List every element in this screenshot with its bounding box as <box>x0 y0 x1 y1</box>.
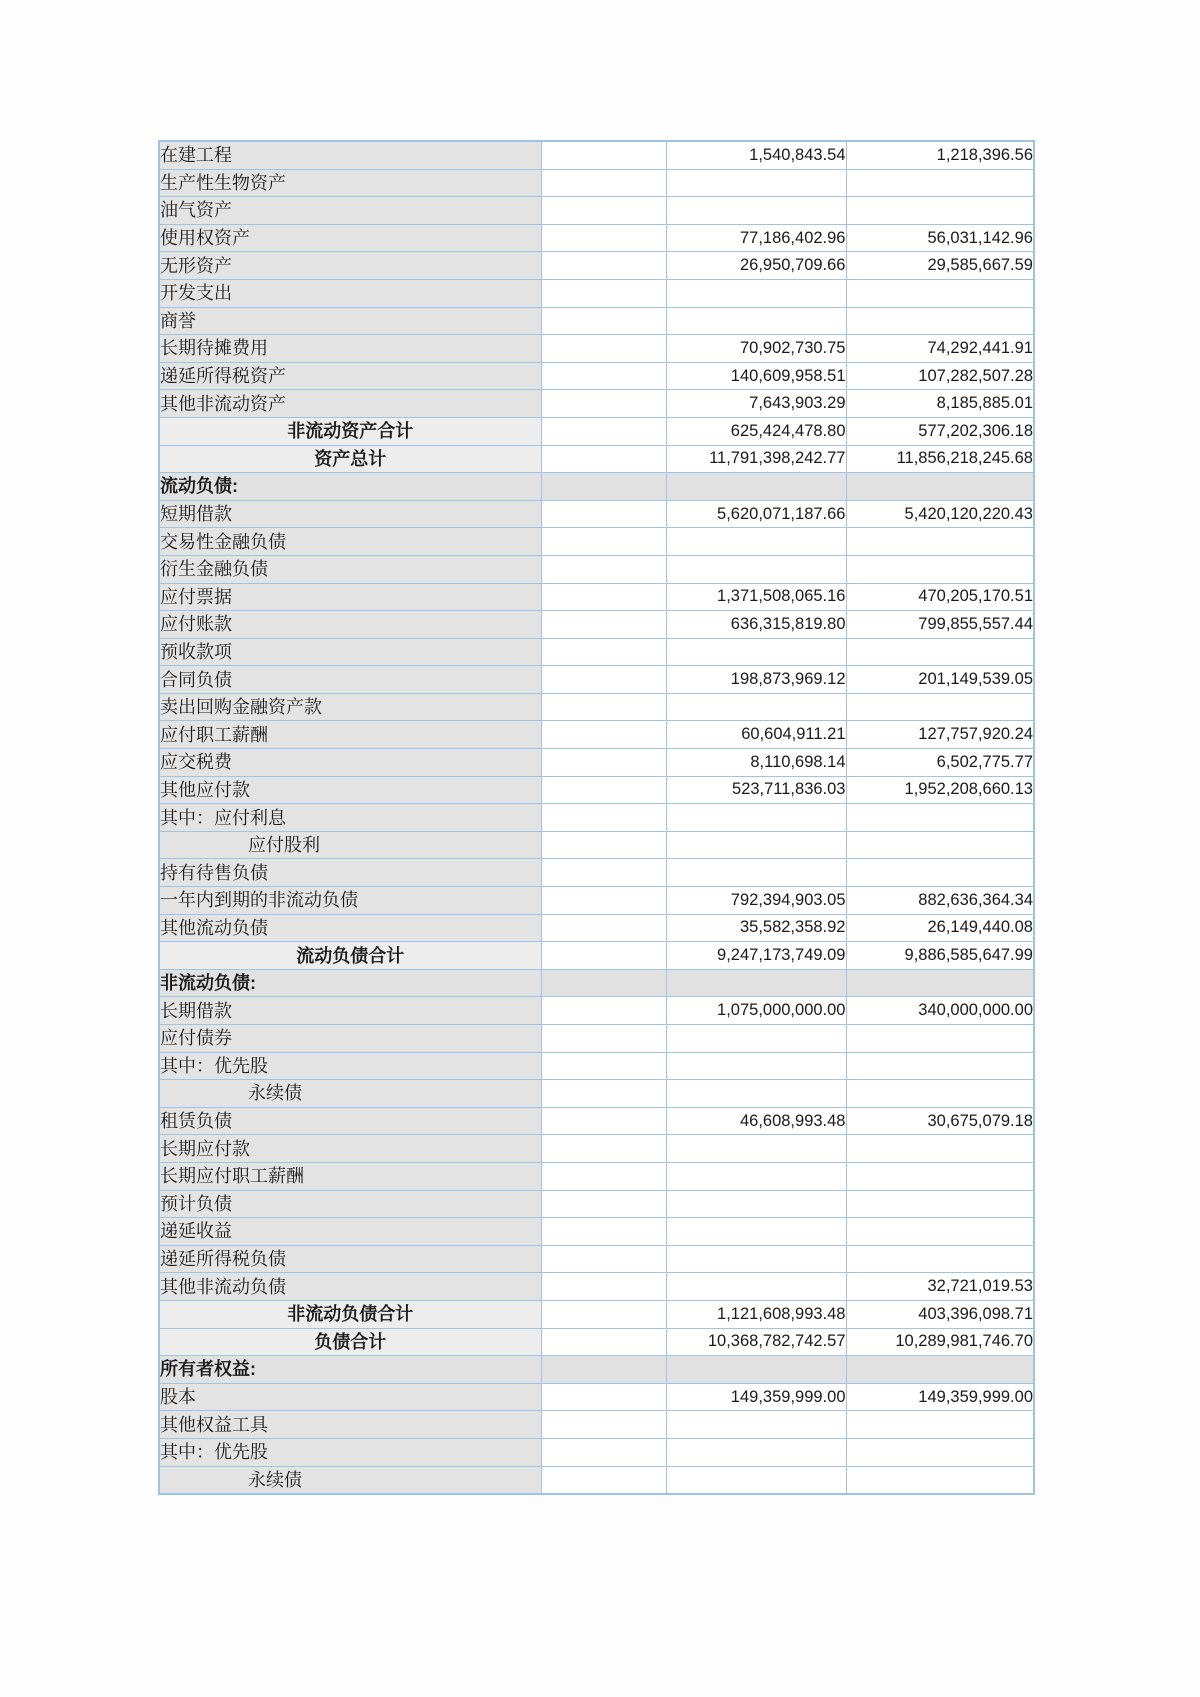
table-row <box>159 942 1034 970</box>
prior-amount-cell: 5,420,120,220.43 <box>846 500 1034 528</box>
current-amount-cell: 5,620,071,187.66 <box>666 500 846 528</box>
current-amount-cell: 1,121,608,993.48 <box>666 1300 846 1328</box>
prior-amount-cell: 9,886,585,647.99 <box>846 942 1034 970</box>
row-label: 应交税费 <box>159 749 541 777</box>
current-amount-cell: 1,540,843.54 <box>666 141 846 169</box>
blank-cell <box>541 1438 666 1466</box>
blank-cell <box>541 445 666 473</box>
current-amount-cell <box>666 1162 846 1190</box>
prior-amount-cell <box>846 307 1034 335</box>
current-amount-cell <box>666 1080 846 1108</box>
blank-cell <box>541 749 666 777</box>
prior-amount-cell: 577,202,306.18 <box>846 417 1034 445</box>
blank-cell <box>541 1218 666 1246</box>
current-amount-cell <box>666 638 846 666</box>
current-amount-cell <box>666 1356 846 1384</box>
current-amount-cell: 10,368,782,742.57 <box>666 1328 846 1356</box>
blank-cell <box>541 1107 666 1135</box>
current-amount-cell <box>666 1466 846 1494</box>
row-label: 交易性金融负债 <box>159 528 541 556</box>
prior-amount-cell: 6,502,775.77 <box>846 749 1034 777</box>
table-row <box>159 776 1034 804</box>
prior-amount-cell <box>846 473 1034 501</box>
table-row <box>159 969 1034 997</box>
blank-cell <box>541 1052 666 1080</box>
row-label: 股本 <box>159 1383 541 1411</box>
row-label: 永续债 <box>159 1466 541 1494</box>
blank-cell <box>541 279 666 307</box>
blank-cell <box>541 942 666 970</box>
current-amount-cell <box>666 473 846 501</box>
row-label: 其他非流动负债 <box>159 1273 541 1301</box>
prior-amount-cell: 149,359,999.00 <box>846 1383 1034 1411</box>
table-row <box>159 224 1034 252</box>
prior-amount-cell <box>846 859 1034 887</box>
table-row <box>159 390 1034 418</box>
row-label: 流动负债合计 <box>159 942 541 970</box>
row-label: 递延收益 <box>159 1218 541 1246</box>
row-label: 递延所得税资产 <box>159 362 541 390</box>
current-amount-cell: 140,609,958.51 <box>666 362 846 390</box>
row-label: 在建工程 <box>159 141 541 169</box>
prior-amount-cell <box>846 1162 1034 1190</box>
table-row <box>159 1162 1034 1190</box>
table-row <box>159 1107 1034 1135</box>
row-label: 所有者权益: <box>159 1356 541 1384</box>
table-row <box>159 887 1034 915</box>
prior-amount-cell <box>846 1190 1034 1218</box>
row-label: 非流动负债合计 <box>159 1300 541 1328</box>
table-row <box>159 1273 1034 1301</box>
prior-amount-cell: 340,000,000.00 <box>846 997 1034 1025</box>
prior-amount-cell: 799,855,557.44 <box>846 611 1034 639</box>
prior-amount-cell: 107,282,507.28 <box>846 362 1034 390</box>
current-amount-cell: 11,791,398,242.77 <box>666 445 846 473</box>
balance-sheet-rows <box>159 141 1034 1494</box>
row-label: 其他权益工具 <box>159 1411 541 1439</box>
current-amount-cell <box>666 1052 846 1080</box>
current-amount-cell <box>666 279 846 307</box>
current-amount-cell <box>666 555 846 583</box>
prior-amount-cell <box>846 1411 1034 1439</box>
row-label: 递延所得税负债 <box>159 1245 541 1273</box>
row-label: 负债合计 <box>159 1328 541 1356</box>
current-amount-cell <box>666 1411 846 1439</box>
blank-cell <box>541 1328 666 1356</box>
current-amount-cell <box>666 307 846 335</box>
blank-cell <box>541 859 666 887</box>
prior-amount-cell: 1,952,208,660.13 <box>846 776 1034 804</box>
blank-cell <box>541 390 666 418</box>
current-amount-cell: 7,643,903.29 <box>666 390 846 418</box>
table-row <box>159 583 1034 611</box>
prior-amount-cell: 1,218,396.56 <box>846 141 1034 169</box>
current-amount-cell: 26,950,709.66 <box>666 252 846 280</box>
prior-amount-cell <box>846 197 1034 225</box>
prior-amount-cell: 30,675,079.18 <box>846 1107 1034 1135</box>
blank-cell <box>541 611 666 639</box>
prior-amount-cell: 10,289,981,746.70 <box>846 1328 1034 1356</box>
row-label: 使用权资产 <box>159 224 541 252</box>
table-row <box>159 1135 1034 1163</box>
blank-cell <box>541 693 666 721</box>
blank-cell <box>541 141 666 169</box>
current-amount-cell: 77,186,402.96 <box>666 224 846 252</box>
table-row <box>159 169 1034 197</box>
row-label: 短期借款 <box>159 500 541 528</box>
table-row <box>159 693 1034 721</box>
current-amount-cell <box>666 804 846 832</box>
prior-amount-cell: 32,721,019.53 <box>846 1273 1034 1301</box>
blank-cell <box>541 252 666 280</box>
blank-cell <box>541 169 666 197</box>
row-label: 其他非流动资产 <box>159 390 541 418</box>
table-row <box>159 500 1034 528</box>
table-row <box>159 1218 1034 1246</box>
blank-cell <box>541 1356 666 1384</box>
current-amount-cell <box>666 1025 846 1053</box>
prior-amount-cell <box>846 969 1034 997</box>
row-label: 无形资产 <box>159 252 541 280</box>
table-row <box>159 638 1034 666</box>
prior-amount-cell <box>846 1052 1034 1080</box>
row-label: 应付票据 <box>159 583 541 611</box>
table-row <box>159 721 1034 749</box>
table-row <box>159 914 1034 942</box>
blank-cell <box>541 1383 666 1411</box>
row-label: 一年内到期的非流动负债 <box>159 887 541 915</box>
balance-sheet-table <box>158 140 1035 1495</box>
table-row <box>159 1300 1034 1328</box>
blank-cell <box>541 1135 666 1163</box>
prior-amount-cell <box>846 693 1034 721</box>
blank-cell <box>541 887 666 915</box>
prior-amount-cell: 8,185,885.01 <box>846 390 1034 418</box>
table-row <box>159 197 1034 225</box>
prior-amount-cell <box>846 1438 1034 1466</box>
current-amount-cell: 792,394,903.05 <box>666 887 846 915</box>
current-amount-cell <box>666 1273 846 1301</box>
current-amount-cell: 198,873,969.12 <box>666 666 846 694</box>
row-label: 资产总计 <box>159 445 541 473</box>
blank-cell <box>541 1300 666 1328</box>
row-label: 永续债 <box>159 1080 541 1108</box>
row-label: 应付股利 <box>159 831 541 859</box>
table-row <box>159 528 1034 556</box>
prior-amount-cell: 29,585,667.59 <box>846 252 1034 280</box>
blank-cell <box>541 307 666 335</box>
current-amount-cell: 1,371,508,065.16 <box>666 583 846 611</box>
table-row <box>159 1411 1034 1439</box>
prior-amount-cell: 26,149,440.08 <box>846 914 1034 942</box>
row-label: 油气资产 <box>159 197 541 225</box>
table-row <box>159 1080 1034 1108</box>
blank-cell <box>541 914 666 942</box>
blank-cell <box>541 804 666 832</box>
current-amount-cell: 625,424,478.80 <box>666 417 846 445</box>
table-row <box>159 997 1034 1025</box>
row-label: 衍生金融负债 <box>159 555 541 583</box>
prior-amount-cell: 56,031,142.96 <box>846 224 1034 252</box>
prior-amount-cell <box>846 1135 1034 1163</box>
row-label: 合同负债 <box>159 666 541 694</box>
table-row <box>159 1245 1034 1273</box>
table-row <box>159 1383 1034 1411</box>
blank-cell <box>541 721 666 749</box>
row-label: 长期应付职工薪酬 <box>159 1162 541 1190</box>
prior-amount-cell: 127,757,920.24 <box>846 721 1034 749</box>
blank-cell <box>541 969 666 997</box>
row-label: 预计负债 <box>159 1190 541 1218</box>
row-label: 长期借款 <box>159 997 541 1025</box>
blank-cell <box>541 555 666 583</box>
current-amount-cell: 149,359,999.00 <box>666 1383 846 1411</box>
blank-cell <box>541 335 666 363</box>
blank-cell <box>541 197 666 225</box>
blank-cell <box>541 473 666 501</box>
prior-amount-cell <box>846 1466 1034 1494</box>
blank-cell <box>541 666 666 694</box>
prior-amount-cell <box>846 169 1034 197</box>
current-amount-cell <box>666 859 846 887</box>
row-label: 卖出回购金融资产款 <box>159 693 541 721</box>
row-label: 非流动资产合计 <box>159 417 541 445</box>
table-row <box>159 307 1034 335</box>
table-row <box>159 611 1034 639</box>
blank-cell <box>541 500 666 528</box>
blank-cell <box>541 1411 666 1439</box>
current-amount-cell: 9,247,173,749.09 <box>666 942 846 970</box>
blank-cell <box>541 1080 666 1108</box>
blank-cell <box>541 638 666 666</box>
row-label: 非流动负债: <box>159 969 541 997</box>
table-row <box>159 141 1034 169</box>
prior-amount-cell <box>846 804 1034 832</box>
row-label: 长期应付款 <box>159 1135 541 1163</box>
row-label: 其他应付款 <box>159 776 541 804</box>
blank-cell <box>541 1273 666 1301</box>
current-amount-cell <box>666 528 846 556</box>
current-amount-cell <box>666 1245 846 1273</box>
table-row <box>159 362 1034 390</box>
blank-cell <box>541 1162 666 1190</box>
row-label: 其中：优先股 <box>159 1438 541 1466</box>
current-amount-cell: 8,110,698.14 <box>666 749 846 777</box>
table-row <box>159 252 1034 280</box>
table-row <box>159 445 1034 473</box>
current-amount-cell: 636,315,819.80 <box>666 611 846 639</box>
row-label: 应付债券 <box>159 1025 541 1053</box>
row-label: 预收款项 <box>159 638 541 666</box>
blank-cell <box>541 831 666 859</box>
table-row <box>159 1356 1034 1384</box>
blank-cell <box>541 997 666 1025</box>
prior-amount-cell <box>846 1080 1034 1108</box>
table-row <box>159 1328 1034 1356</box>
row-label: 持有待售负债 <box>159 859 541 887</box>
current-amount-cell: 523,711,836.03 <box>666 776 846 804</box>
prior-amount-cell <box>846 1025 1034 1053</box>
current-amount-cell: 46,608,993.48 <box>666 1107 846 1135</box>
prior-amount-cell <box>846 1218 1034 1246</box>
current-amount-cell <box>666 1135 846 1163</box>
table-row <box>159 473 1034 501</box>
prior-amount-cell <box>846 279 1034 307</box>
table-row <box>159 1052 1034 1080</box>
table-row <box>159 1466 1034 1494</box>
row-label: 其中：应付利息 <box>159 804 541 832</box>
blank-cell <box>541 1245 666 1273</box>
prior-amount-cell <box>846 528 1034 556</box>
table-row <box>159 831 1034 859</box>
row-label: 其他流动负债 <box>159 914 541 942</box>
current-amount-cell <box>666 969 846 997</box>
current-amount-cell: 70,902,730.75 <box>666 335 846 363</box>
prior-amount-cell <box>846 1245 1034 1273</box>
table-row <box>159 666 1034 694</box>
current-amount-cell <box>666 1190 846 1218</box>
table-row <box>159 1190 1034 1218</box>
current-amount-cell <box>666 197 846 225</box>
prior-amount-cell <box>846 831 1034 859</box>
row-label: 流动负债: <box>159 473 541 501</box>
row-label: 应付职工薪酬 <box>159 721 541 749</box>
prior-amount-cell: 201,149,539.05 <box>846 666 1034 694</box>
blank-cell <box>541 528 666 556</box>
prior-amount-cell: 882,636,364.34 <box>846 887 1034 915</box>
row-label: 生产性生物资产 <box>159 169 541 197</box>
table-row <box>159 804 1034 832</box>
prior-amount-cell <box>846 1356 1034 1384</box>
blank-cell <box>541 362 666 390</box>
row-label: 租赁负债 <box>159 1107 541 1135</box>
current-amount-cell <box>666 169 846 197</box>
blank-cell <box>541 1190 666 1218</box>
row-label: 其中：优先股 <box>159 1052 541 1080</box>
table-row <box>159 1025 1034 1053</box>
table-row <box>159 279 1034 307</box>
prior-amount-cell: 74,292,441.91 <box>846 335 1034 363</box>
prior-amount-cell <box>846 555 1034 583</box>
blank-cell <box>541 1466 666 1494</box>
table-row <box>159 859 1034 887</box>
blank-cell <box>541 417 666 445</box>
prior-amount-cell <box>846 638 1034 666</box>
blank-cell <box>541 776 666 804</box>
current-amount-cell: 60,604,911.21 <box>666 721 846 749</box>
blank-cell <box>541 1025 666 1053</box>
blank-cell <box>541 224 666 252</box>
row-label: 长期待摊费用 <box>159 335 541 363</box>
table-row <box>159 335 1034 363</box>
table-row <box>159 417 1034 445</box>
current-amount-cell: 35,582,358.92 <box>666 914 846 942</box>
row-label: 商誉 <box>159 307 541 335</box>
prior-amount-cell: 11,856,218,245.68 <box>846 445 1034 473</box>
current-amount-cell <box>666 693 846 721</box>
row-label: 开发支出 <box>159 279 541 307</box>
table-row <box>159 555 1034 583</box>
current-amount-cell <box>666 1218 846 1246</box>
row-label: 应付账款 <box>159 611 541 639</box>
blank-cell <box>541 583 666 611</box>
table-row <box>159 749 1034 777</box>
current-amount-cell <box>666 831 846 859</box>
current-amount-cell: 1,075,000,000.00 <box>666 997 846 1025</box>
prior-amount-cell: 403,396,098.71 <box>846 1300 1034 1328</box>
prior-amount-cell: 470,205,170.51 <box>846 583 1034 611</box>
table-row <box>159 1438 1034 1466</box>
current-amount-cell <box>666 1438 846 1466</box>
